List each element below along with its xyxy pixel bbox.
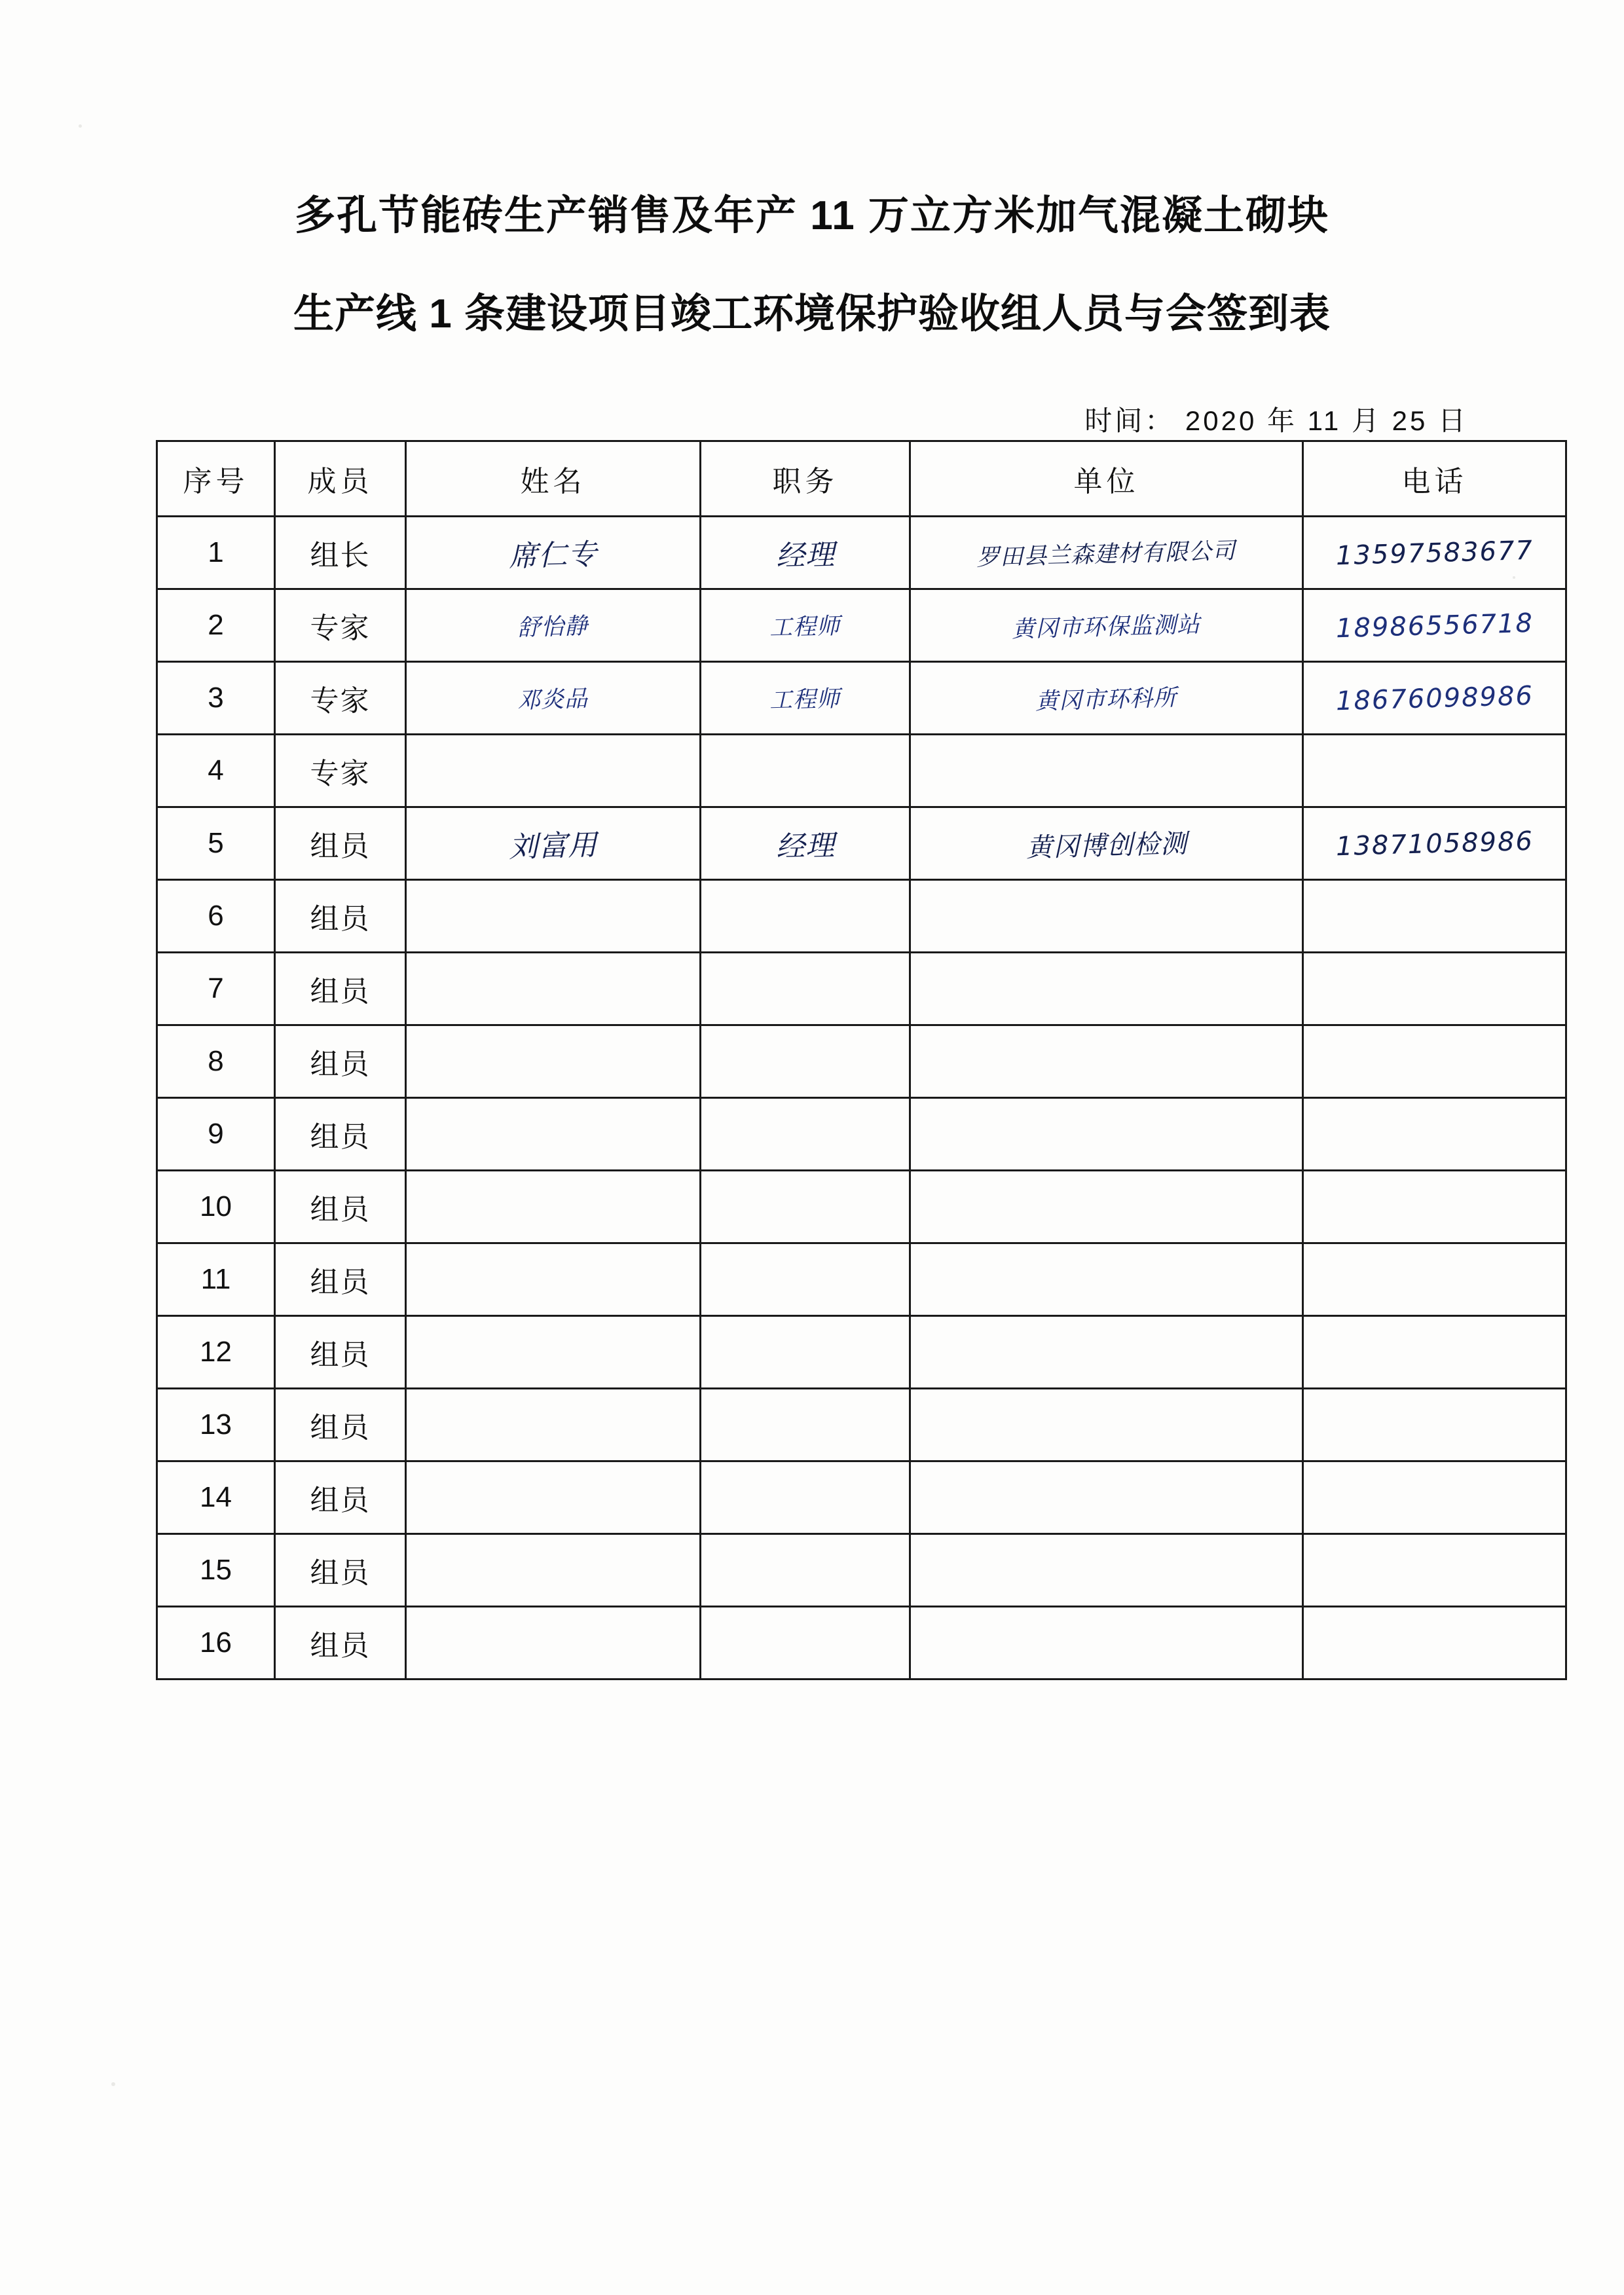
- cell-duty: [701, 1389, 910, 1461]
- cell-duty: [701, 662, 910, 735]
- cell-name: [406, 1389, 701, 1461]
- cell-duty: [701, 1461, 910, 1534]
- cell-unit: [910, 1607, 1303, 1680]
- cell-unit: [910, 735, 1303, 807]
- cell-duty: [701, 807, 910, 880]
- cell-index: 4: [157, 735, 275, 807]
- table-row: [157, 1389, 1566, 1461]
- column-header-role: 成员: [275, 441, 406, 517]
- cell-phone: [1303, 1171, 1566, 1243]
- date-label: 时间： 2020 年 11 月 25 日: [1084, 405, 1468, 436]
- table-row: [157, 1025, 1566, 1098]
- cell-duty: [701, 1171, 910, 1243]
- cell-unit: [910, 662, 1303, 735]
- handwritten-name: 席仁专: [508, 538, 598, 574]
- cell-name: [406, 1171, 701, 1243]
- cell-phone: [1303, 589, 1566, 662]
- cell-phone: [1303, 735, 1566, 807]
- table-row: [157, 953, 1566, 1025]
- cell-index: 1: [157, 517, 275, 589]
- cell-name: [406, 517, 701, 589]
- cell-name: [406, 735, 701, 807]
- sign-in-table-wrapper: [156, 440, 1534, 1680]
- cell-role: 专家: [275, 589, 406, 662]
- cell-unit: [910, 1389, 1303, 1461]
- table-body: [157, 517, 1566, 1680]
- cell-duty: [701, 1534, 910, 1607]
- cell-phone: [1303, 1534, 1566, 1607]
- cell-name: [406, 1316, 701, 1389]
- handwritten-name: 邓炎品: [517, 686, 589, 714]
- table-row: [157, 735, 1566, 807]
- cell-duty: [701, 589, 910, 662]
- handwritten-phone: 18986556718: [1335, 608, 1534, 644]
- cell-index: 9: [157, 1098, 275, 1171]
- scan-speckle: [111, 2082, 115, 2086]
- handwritten-unit: 黄冈博创检测: [1025, 828, 1188, 863]
- scan-speckle: [1513, 576, 1515, 579]
- cell-unit: [910, 1316, 1303, 1389]
- cell-role: 专家: [275, 735, 406, 807]
- cell-unit: [910, 807, 1303, 880]
- cell-role: 组长: [275, 517, 406, 589]
- table-row: [157, 1171, 1566, 1243]
- column-header-phone: 电话: [1303, 441, 1566, 517]
- cell-role: 组员: [275, 1389, 406, 1461]
- table-row: [157, 662, 1566, 735]
- handwritten-unit: 黄冈市环保监测站: [1012, 611, 1202, 644]
- column-header-name: 姓名: [406, 441, 701, 517]
- table-row: [157, 1098, 1566, 1171]
- table-row: [157, 807, 1566, 880]
- cell-phone: [1303, 807, 1566, 880]
- cell-role: 组员: [275, 1461, 406, 1534]
- cell-unit: [910, 1098, 1303, 1171]
- cell-name: [406, 1098, 701, 1171]
- column-header-index: 序号: [157, 441, 275, 517]
- cell-index: 10: [157, 1171, 275, 1243]
- cell-name: [406, 1025, 701, 1098]
- cell-index: 5: [157, 807, 275, 880]
- cell-name: [406, 953, 701, 1025]
- cell-role: 组员: [275, 1607, 406, 1680]
- document-title: [0, 167, 1624, 363]
- table-header-row: [157, 441, 1566, 517]
- cell-role: 组员: [275, 1243, 406, 1316]
- cell-index: 15: [157, 1534, 275, 1607]
- cell-index: 3: [157, 662, 275, 735]
- cell-unit: [910, 880, 1303, 953]
- cell-phone: [1303, 1098, 1566, 1171]
- cell-unit: [910, 1243, 1303, 1316]
- table-row: [157, 1607, 1566, 1680]
- column-header-unit: 单位: [910, 441, 1303, 517]
- cell-role: 组员: [275, 807, 406, 880]
- table-row: [157, 517, 1566, 589]
- cell-unit: [910, 1171, 1303, 1243]
- cell-duty: [701, 1098, 910, 1171]
- cell-index: 12: [157, 1316, 275, 1389]
- cell-index: 13: [157, 1389, 275, 1461]
- table-row: [157, 1316, 1566, 1389]
- cell-name: [406, 1461, 701, 1534]
- cell-duty: [701, 735, 910, 807]
- cell-name: [406, 662, 701, 735]
- cell-role: 组员: [275, 1534, 406, 1607]
- handwritten-duty: 工程师: [769, 613, 841, 642]
- handwritten-unit: 黄冈市环科所: [1035, 684, 1178, 716]
- cell-phone: [1303, 517, 1566, 589]
- cell-role: 组员: [275, 880, 406, 953]
- cell-phone: [1303, 1461, 1566, 1534]
- cell-duty: [701, 1243, 910, 1316]
- cell-unit: [910, 589, 1303, 662]
- table-row: [157, 1534, 1566, 1607]
- cell-index: 14: [157, 1461, 275, 1534]
- cell-phone: [1303, 1025, 1566, 1098]
- handwritten-phone: 13597583677: [1335, 535, 1534, 572]
- cell-unit: [910, 1025, 1303, 1098]
- handwritten-name: 刘富用: [508, 828, 598, 864]
- cell-name: [406, 1607, 701, 1680]
- cell-role: 组员: [275, 953, 406, 1025]
- cell-phone: [1303, 1316, 1566, 1389]
- cell-unit: [910, 1534, 1303, 1607]
- cell-name: [406, 807, 701, 880]
- cell-index: 6: [157, 880, 275, 953]
- handwritten-unit: 罗田县兰森建材有限公司: [976, 538, 1237, 572]
- cell-role: 专家: [275, 662, 406, 735]
- cell-duty: [701, 517, 910, 589]
- cell-phone: [1303, 953, 1566, 1025]
- cell-index: 2: [157, 589, 275, 662]
- cell-unit: [910, 953, 1303, 1025]
- cell-index: 7: [157, 953, 275, 1025]
- handwritten-duty: 经理: [775, 538, 836, 574]
- cell-role: 组员: [275, 1316, 406, 1389]
- handwritten-phone: 18676098986: [1335, 680, 1534, 717]
- handwritten-duty: 工程师: [769, 686, 841, 714]
- cell-duty: [701, 953, 910, 1025]
- column-header-duty: 职务: [701, 441, 910, 517]
- cell-role: 组员: [275, 1025, 406, 1098]
- cell-index: 16: [157, 1607, 275, 1680]
- cell-role: 组员: [275, 1098, 406, 1171]
- handwritten-duty: 经理: [775, 828, 836, 864]
- cell-role: 组员: [275, 1171, 406, 1243]
- cell-unit: [910, 1461, 1303, 1534]
- table-row: [157, 589, 1566, 662]
- cell-duty: [701, 1607, 910, 1680]
- cell-phone: [1303, 662, 1566, 735]
- sign-in-table: [156, 440, 1567, 1680]
- cell-duty: [701, 880, 910, 953]
- cell-index: 11: [157, 1243, 275, 1316]
- cell-name: [406, 880, 701, 953]
- cell-duty: [701, 1316, 910, 1389]
- cell-name: [406, 1534, 701, 1607]
- cell-phone: [1303, 1389, 1566, 1461]
- cell-unit: [910, 517, 1303, 589]
- title-line-1: 多孔节能砖生产销售及年产 11 万立方米加气混凝土砌块: [295, 193, 1329, 238]
- cell-duty: [701, 1025, 910, 1098]
- cell-index: 8: [157, 1025, 275, 1098]
- table-row: [157, 1243, 1566, 1316]
- cell-name: [406, 589, 701, 662]
- table-row: [157, 1461, 1566, 1534]
- cell-name: [406, 1243, 701, 1316]
- cell-phone: [1303, 880, 1566, 953]
- cell-phone: [1303, 1607, 1566, 1680]
- title-line-2: 生产线 1 条建设项目竣工环境保护验收组人员与会签到表: [293, 291, 1331, 337]
- table-row: [157, 880, 1566, 953]
- scan-speckle: [79, 124, 82, 128]
- cell-phone: [1303, 1243, 1566, 1316]
- handwritten-phone: 13871058986: [1335, 826, 1534, 862]
- handwritten-name: 舒怡静: [517, 613, 589, 642]
